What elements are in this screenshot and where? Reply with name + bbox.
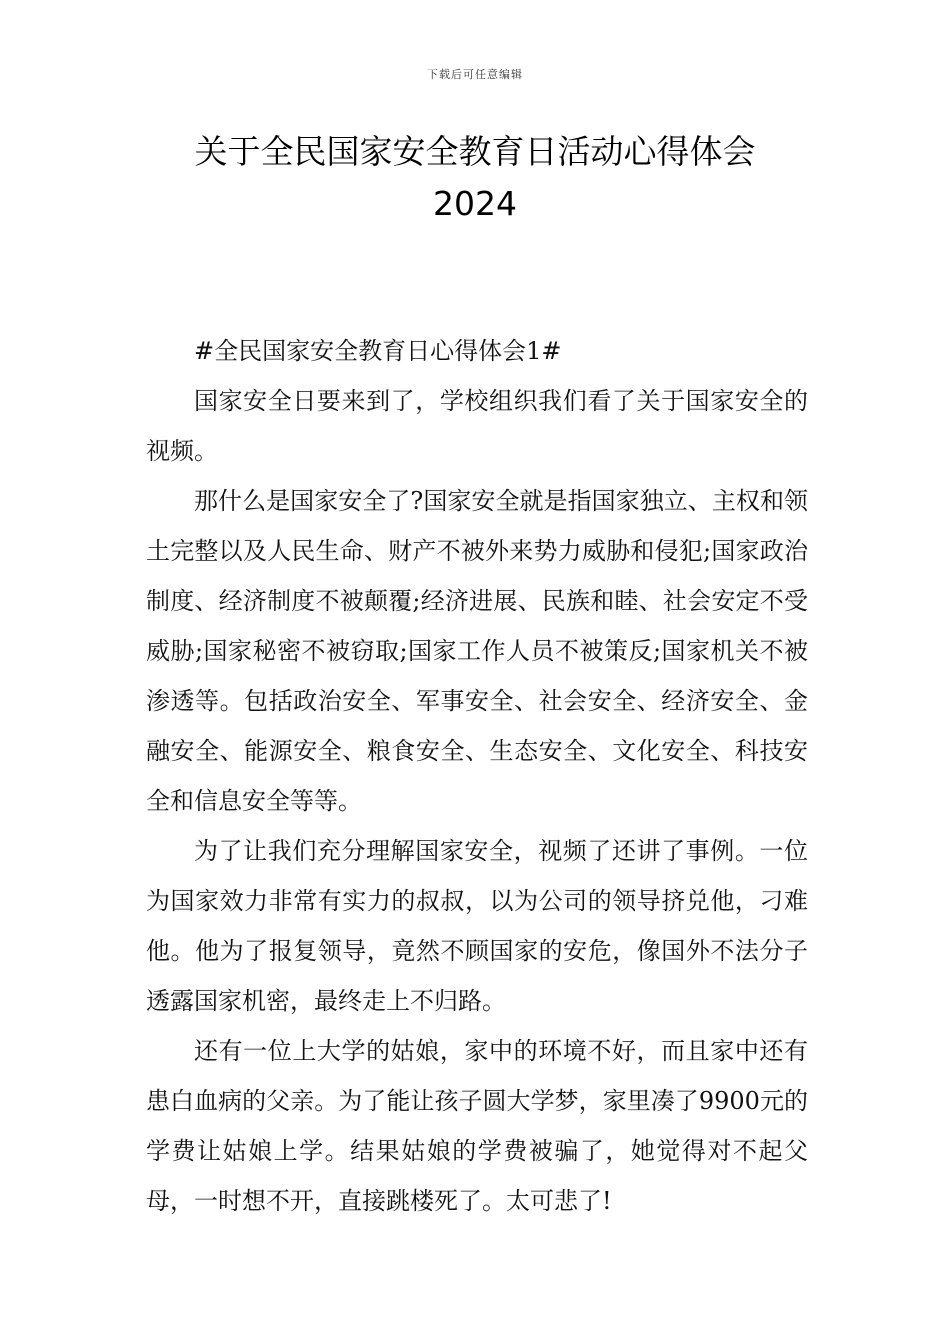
document-title [100,126,850,230]
paragraph: 那什么是国家安全了?国家安全就是指国家独立、主权和领土完整以及人民生命、财产不被外来势力威胁和侵犯;国家政治制度、经济制度不被颠覆;经济进展、民族和睦、社会安定不受威胁;国家秘密不被窃取;国家工作人员不被策反;国家机关不被渗透等。包括政治安全、军事安全、社会安全、经济安全、金融安全、能源安全、粮食安全、生态安全、文化安全、科技安全和信息安全等等。 [146,487,808,815]
paragraph: 还有一位上大学的姑娘，家中的环境不好，而且家中还有患白血病的父亲。为了能让孩子圆大学梦，家里凑了9900元的学费让姑娘上学。结果姑娘的学费被骗了，她觉得对不起父母，一时想不开，直接跳楼死了。太可悲了! [146,1037,808,1215]
title-line-2: 2024 [433,184,517,223]
section-heading: #全民国家安全教育日心得体会1# [194,337,562,365]
title-line-1: 关于全民国家安全教育日活动心得体会 [194,132,756,171]
document-body [146,326,808,1226]
paragraph: 为了让我们充分理解国家安全，视频了还讲了事例。一位为国家效力非常有实力的叔叔，以为公司的领导挤兑他，刁难他。他为了报复领导，竟然不顾国家的安危，像国外不法分子透露国家机密，最终走上不归路。 [146,837,808,1015]
paragraph: 国家安全日要来到了，学校组织我们看了关于国家安全的视频。 [146,387,808,465]
header-note: 下载后可任意编辑 [427,68,523,81]
